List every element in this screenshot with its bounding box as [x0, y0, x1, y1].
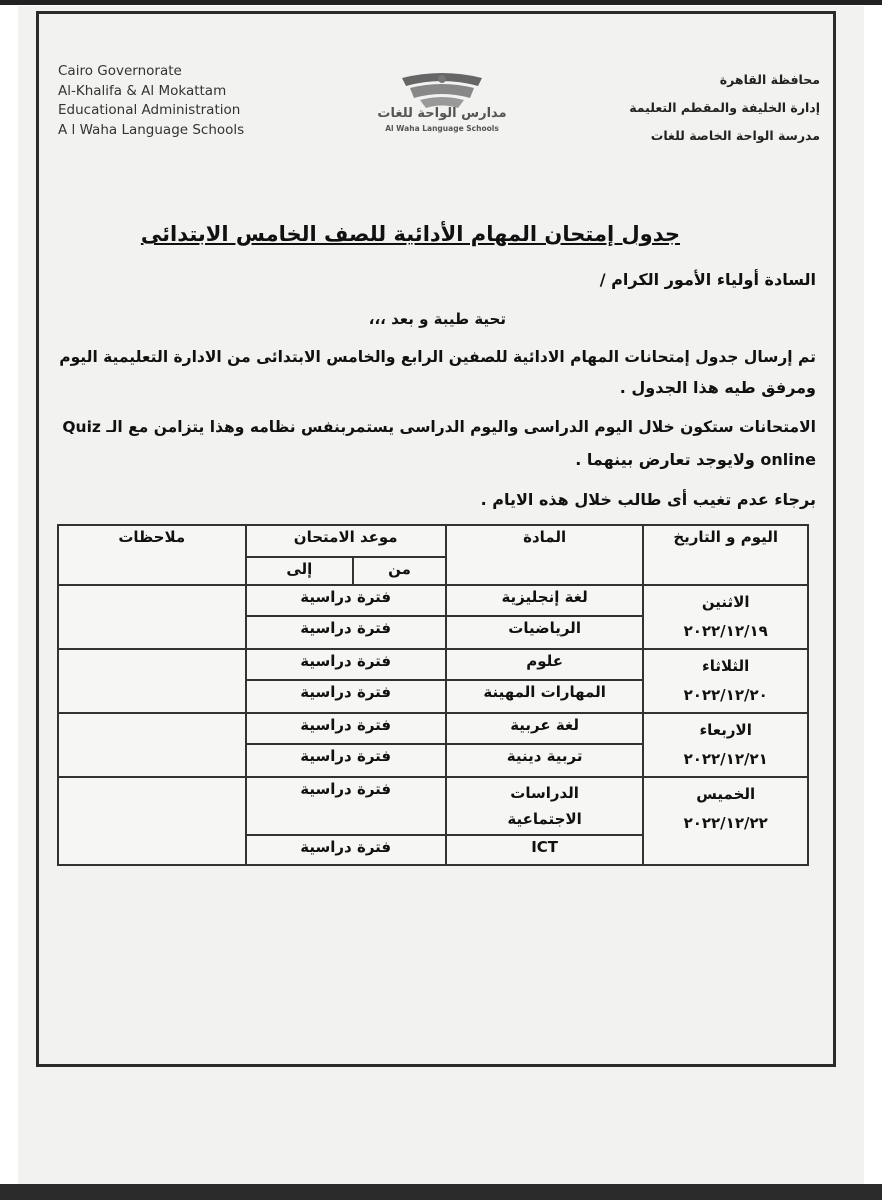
day-label: الاربعاء: [699, 721, 752, 739]
header-from: من: [353, 557, 446, 585]
english-line: Al-Khalifa & Al Mokattam: [58, 82, 227, 99]
time-cell: فترة دراسية: [246, 777, 446, 835]
english-header: [58, 62, 244, 140]
english-line: Educational Administration: [58, 102, 241, 118]
notes-cell: [58, 713, 246, 777]
subject-cell: تربية دينية: [446, 744, 643, 777]
logo-arabic-text: مدارس الواحة للغات: [377, 106, 507, 121]
subject-cell: الرياضيات: [446, 616, 643, 649]
bottom-edge: [0, 1184, 882, 1200]
header-exam-time: موعد الامتحان: [246, 525, 446, 557]
top-edge: [0, 0, 882, 5]
paragraph1-line1: تم إرسال جدول إمتحانات المهام الادائية للصفين الرابع والخامس الابتدائى من الادارة التعليمية اليوم: [59, 348, 816, 366]
subject-line: الاجتماعية: [507, 810, 582, 828]
paragraph2-line2: online ولايوجد تعارض بينهما .: [575, 450, 816, 469]
time-cell: فترة دراسية: [246, 680, 446, 713]
arabic-line: مدرسة الواحة الخاصة للغات: [650, 128, 820, 143]
arabic-line: إدارة الخليفة والمقطم التعليمة: [629, 100, 820, 115]
subject-cell: لغة إنجليزية: [446, 585, 643, 616]
document-title: جدول إمتحان المهام الأدائية للصف الخامس الابتدائى: [140, 222, 680, 246]
subject-cell: ICT: [446, 835, 643, 865]
subject-cell: [446, 777, 643, 835]
school-logo: [362, 70, 522, 150]
header-day-date: اليوم و التاريخ: [643, 525, 808, 585]
time-cell: فترة دراسية: [246, 744, 446, 777]
subject-cell: لغة عربية: [446, 713, 643, 744]
subject-cell: علوم: [446, 649, 643, 680]
header-subject: المادة: [446, 525, 643, 585]
paragraph2-line1: الامتحانات ستكون خلال اليوم الدراسى واليوم الدراسى يستمربنفس نظامه وهذا يتزامن مع الـ Quiz: [62, 418, 816, 436]
salutation: تحية طيبة و بعد ،،،: [368, 310, 506, 328]
notes-cell: [58, 777, 246, 865]
time-cell: فترة دراسية: [246, 835, 446, 865]
logo-emblem-icon: [362, 70, 522, 110]
day-label: الاثنين: [701, 593, 750, 611]
english-line: Cairo Governorate: [58, 63, 182, 79]
notes-cell: [58, 585, 246, 649]
date-label: ٢٠٢٢/١٢/٢٠: [683, 686, 768, 704]
arabic-line: محافظة القاهرة: [719, 72, 820, 87]
day-date-cell: [643, 777, 808, 865]
greeting: السادة أولياء الأمور الكرام /: [599, 270, 816, 289]
date-label: ٢٠٢٢/١٢/١٩: [683, 622, 768, 640]
table-row: [58, 649, 808, 680]
table-row: [58, 777, 808, 835]
day-date-cell: [643, 585, 808, 649]
day-date-cell: [643, 649, 808, 713]
day-label: الخميس: [696, 785, 756, 803]
date-label: ٢٠٢٢/١٢/٢١: [683, 750, 768, 768]
table-row: [58, 585, 808, 616]
exam-schedule-table: [57, 524, 809, 866]
day-date-cell: [643, 713, 808, 777]
paragraph3: برجاء عدم تغيب أى طالب خلال هذه الايام .: [480, 490, 816, 509]
table-header-row: [58, 525, 808, 557]
table-row: [58, 713, 808, 744]
time-cell: فترة دراسية: [246, 616, 446, 649]
time-cell: فترة دراسية: [246, 585, 446, 616]
subject-cell: المهارات المهينة: [446, 680, 643, 713]
logo-english-text: Al Waha Language Schools: [385, 124, 499, 133]
notes-cell: [58, 649, 246, 713]
arabic-header: [629, 66, 820, 150]
time-cell: فترة دراسية: [246, 649, 446, 680]
time-cell: فترة دراسية: [246, 713, 446, 744]
paragraph1-line2: ومرفق طيه هذا الجدول .: [619, 378, 816, 397]
date-label: ٢٠٢٢/١٢/٢٢: [683, 814, 768, 832]
english-line: A l Waha Language Schools: [58, 121, 245, 138]
header-notes: ملاحظات: [58, 525, 246, 585]
header-to: إلى: [246, 557, 354, 585]
subject-line: الدراسات: [510, 784, 579, 802]
day-label: الثلاثاء: [702, 657, 750, 675]
